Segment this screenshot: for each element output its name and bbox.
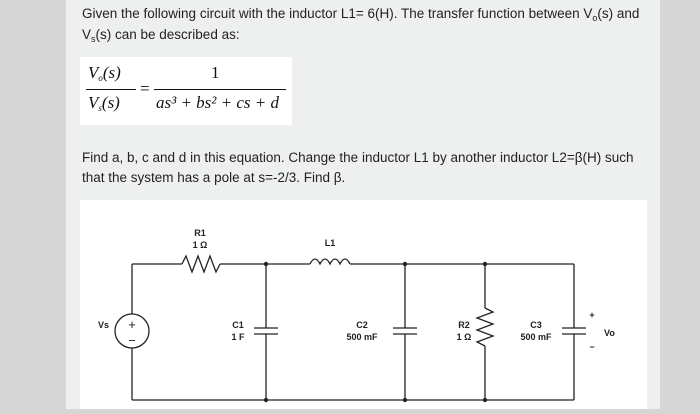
- eq-equals-sign: =: [140, 79, 150, 98]
- intro-text-2-end: (s) can be described as:: [95, 27, 240, 42]
- task-line-1: Find a, b, c and d in this equation. Change the inductor L1 by another inductor L2=β(H) such: [82, 150, 634, 165]
- eq-fraction-line-right: [154, 89, 286, 90]
- intro-text-end: (s) and: [597, 6, 640, 21]
- source-minus: −: [128, 333, 136, 348]
- eq-denominator-left: Vs(s): [88, 93, 120, 113]
- r1-zigzag: [182, 256, 220, 272]
- circuit-schematic: [80, 200, 647, 409]
- intro-text-2: V: [82, 27, 92, 42]
- subscript-s: s: [91, 34, 96, 44]
- l1-name: L1: [324, 238, 336, 248]
- l1-coil: [310, 259, 350, 264]
- vo-label: Vo: [604, 328, 615, 338]
- source-plus: +: [128, 317, 136, 332]
- r1-value: 1 Ω: [192, 240, 208, 250]
- question-intro: [82, 4, 652, 46]
- subscript-o: o: [592, 13, 598, 23]
- c1-name: C1: [232, 320, 244, 330]
- c3-name: C3: [530, 320, 542, 330]
- transfer-function-equation: [80, 57, 292, 125]
- task-line-2: that the system has a pole at s=-2/3. Find β.: [82, 170, 346, 185]
- eq-numerator-left: Vo(s): [88, 63, 121, 83]
- r1-name: R1: [194, 228, 206, 238]
- eq-denominator-right: as³ + bs² + cs + d: [156, 93, 280, 112]
- intro-text: Given the following circuit with the inductor L1= 6(H). The transfer function between V: [82, 6, 593, 21]
- vs-label: Vs: [98, 320, 110, 330]
- eq-numerator-right: 1: [211, 63, 220, 82]
- r2-value: 1 Ω: [456, 332, 472, 342]
- c2-value: 500 mF: [346, 332, 378, 342]
- c2-name: C2: [356, 320, 368, 330]
- c3-value: 500 mF: [520, 332, 552, 342]
- vo-minus: −: [589, 342, 595, 352]
- eq-fraction-line-left: [86, 89, 136, 90]
- r2-name: R2: [458, 320, 470, 330]
- circuit-diagram: [80, 200, 647, 409]
- c1-value: 1 F: [231, 332, 245, 342]
- vo-plus: +: [589, 310, 595, 320]
- question-task: [82, 148, 652, 188]
